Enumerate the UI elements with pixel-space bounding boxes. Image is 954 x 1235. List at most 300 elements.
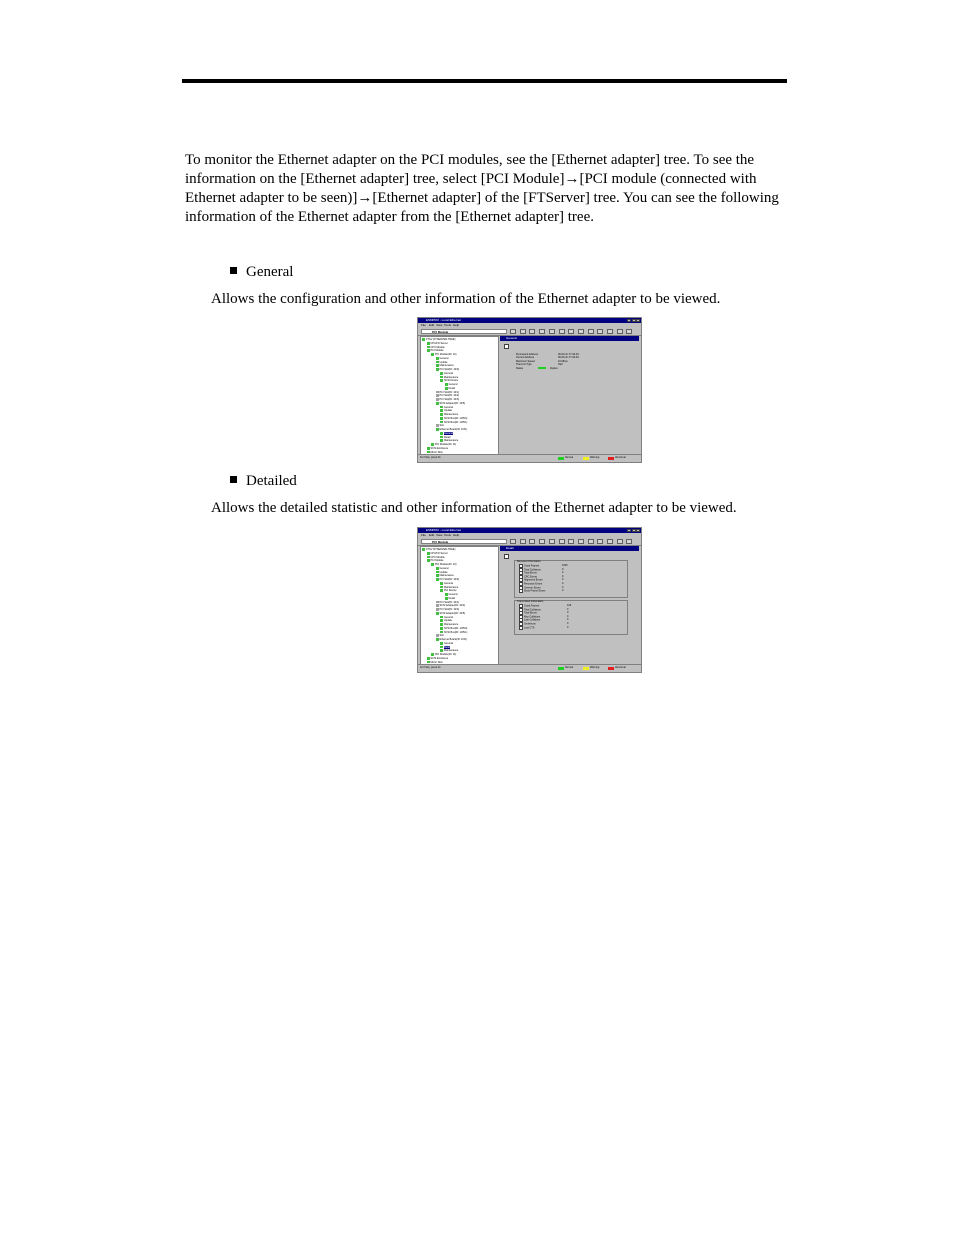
tree-node-label: SCSI Adapter(ID: 10/5) <box>439 611 466 615</box>
menu-item[interactable]: Tools <box>444 323 452 327</box>
tree-node-label: Maintenance <box>444 649 459 653</box>
tree-node[interactable] <box>436 571 448 574</box>
tree-node-label: General <box>444 371 453 375</box>
status-text: For Help, press F1 <box>420 456 441 459</box>
stat-label-text: Alignment Errors <box>524 579 543 583</box>
top-rule <box>182 79 787 83</box>
toolbar-button[interactable] <box>529 329 535 334</box>
pane-title: General <box>506 336 517 340</box>
stat-label-text: Late Collisions <box>524 619 541 623</box>
legend-swatch <box>558 667 564 670</box>
toolbar-button[interactable] <box>626 329 632 334</box>
stat-label-text: Total Collisions <box>524 608 541 612</box>
tree-node-label: Ethernet Board(ID: 10/6) <box>439 638 467 641</box>
field-value: Duplex <box>550 366 558 370</box>
tree-node-icon <box>440 436 443 439</box>
tree-node-label: Maintenance <box>439 364 454 368</box>
stat-label-text: Total Collisions <box>524 568 541 572</box>
tree-node-label: Mirror Disk <box>430 660 443 664</box>
stat-label-text: Short Frame Errors <box>524 589 546 593</box>
stat-label-text: Total Errors <box>524 611 537 615</box>
tree-node-icon <box>440 439 443 442</box>
tree-node-icon <box>445 387 448 390</box>
pane-header <box>500 546 639 551</box>
tree-node-icon <box>436 364 439 367</box>
tree-node[interactable] <box>422 548 455 551</box>
tree-node[interactable] <box>440 417 467 420</box>
tree-node-label: Detail <box>448 596 455 600</box>
intro-paragraph: To monitor the Ethernet adapter on the PCI modules, see the [Ethernet adapter] tree. To see the information on the [Ethernet adapter] tree, select [PCI Module]→[PCI module (connected with Ethernet adapter to be seen)]→[Ethernet adapter] of the [FTServer] tree. You can see the following information of the Ethernet adapter from the [Ethernet adapter] tree. <box>185 152 779 225</box>
tree-node-label: PCI Slot(ID: 10/0) <box>439 368 460 371</box>
field-label: Current Address <box>516 356 535 360</box>
stat-icon <box>519 626 523 630</box>
section-description-general: Allows the configuration and other information of the Ethernet adapter to be viewed. <box>211 291 721 307</box>
tree-node-label: General <box>444 581 453 585</box>
section-title: Detailed <box>246 473 297 489</box>
tree-node[interactable] <box>440 646 450 649</box>
tree-node-icon <box>436 424 439 427</box>
tree-node-icon <box>436 571 439 574</box>
tree-node[interactable] <box>440 642 453 645</box>
tree-node-label: General <box>439 356 449 360</box>
toolbar-button[interactable] <box>588 539 594 544</box>
tree-node-icon <box>440 379 443 382</box>
tree-node[interactable] <box>445 387 455 390</box>
tree-node[interactable] <box>436 402 466 405</box>
tree-node-label: PCI Device <box>444 589 457 593</box>
group-title: Transmitted Information <box>517 600 544 603</box>
tree-node-label: CPU/I/O Server <box>430 341 448 345</box>
tree-node[interactable] <box>436 574 454 577</box>
toolbar-button[interactable] <box>578 539 584 544</box>
window-title: ESMPRO - Local Ethernet <box>426 528 462 532</box>
tree-node-icon <box>427 346 430 349</box>
tree-node-icon <box>440 586 443 589</box>
toolbar-button[interactable] <box>559 539 565 544</box>
tree-node[interactable] <box>436 394 460 397</box>
tree-node[interactable] <box>440 413 458 416</box>
tree-node-icon <box>445 597 448 600</box>
tree-node[interactable] <box>436 578 460 581</box>
tree-node-icon <box>436 634 439 637</box>
legend-swatch <box>583 457 589 460</box>
tree-node[interactable] <box>440 582 453 585</box>
legend-label: Normal <box>565 666 574 669</box>
menu-item[interactable]: File <box>421 533 426 537</box>
toolbar-button[interactable] <box>568 329 574 334</box>
stat-value: 0 <box>562 571 564 575</box>
field-label: Transmit Type <box>516 363 532 367</box>
stat-label <box>519 589 545 593</box>
tree-node-icon <box>427 451 430 454</box>
field-value: 00-00-4c-77-00-03 <box>558 356 579 360</box>
tree-node[interactable] <box>436 391 460 394</box>
tree-view[interactable] <box>420 336 499 455</box>
section-description-detailed: Allows the detailed statistic and other information of the Ethernet adapter to be viewed. <box>211 500 737 516</box>
minimize-button[interactable] <box>627 319 631 322</box>
tree-node[interactable] <box>431 443 456 446</box>
toolbar-button[interactable] <box>510 329 516 334</box>
status-indicator <box>538 367 546 369</box>
tree-node-icon <box>427 657 430 660</box>
tree-node-label: General <box>448 593 458 596</box>
tree-node[interactable] <box>440 372 453 375</box>
tree-node-icon <box>440 649 443 652</box>
toolbar <box>418 538 641 546</box>
tree-node-label: Mirror Disk <box>430 450 443 454</box>
tree-node-label: SCSI Bus(ID: 10/5/1) <box>444 630 468 634</box>
tree-node-icon <box>440 627 443 630</box>
stat-value: 0 <box>562 589 564 593</box>
tree-node[interactable] <box>427 552 448 555</box>
toolbar-button[interactable] <box>588 329 594 334</box>
tree-node-icon <box>440 376 443 379</box>
tree-node-icon <box>440 372 443 375</box>
toolbar-button[interactable] <box>539 329 545 334</box>
status-bar <box>418 664 641 672</box>
stat-label-text: Underruns <box>524 622 536 626</box>
tree-node-label: Maintenance <box>444 375 459 379</box>
toolbar-button[interactable] <box>607 329 613 334</box>
toolbar-button[interactable] <box>568 539 574 544</box>
stat-label-text: Good Frames <box>524 564 540 568</box>
toolbar <box>418 328 641 336</box>
maximize-button[interactable] <box>632 529 636 532</box>
tree-node[interactable] <box>440 409 452 412</box>
stat-value: 0 <box>562 582 564 585</box>
tree-node-label: SCSI Bus(ID: 10/5/0) <box>444 626 468 630</box>
tree-node[interactable] <box>436 612 466 615</box>
tree-node-label: Update <box>439 570 448 574</box>
tree-node-icon <box>436 601 439 604</box>
legend-label: Normal <box>565 456 574 459</box>
tree-node[interactable] <box>436 428 467 431</box>
tree-node-icon <box>440 582 443 585</box>
toolbar-button[interactable] <box>520 329 526 334</box>
toolbar-button[interactable] <box>520 539 526 544</box>
tree-node-icon <box>427 342 430 345</box>
tree-node[interactable] <box>436 567 449 570</box>
field-label: Maximum Speed <box>516 359 535 363</box>
toolbar-button[interactable] <box>607 539 613 544</box>
tree-node-icon <box>436 368 439 371</box>
tree-view[interactable] <box>420 546 499 665</box>
tree-node[interactable] <box>436 357 449 360</box>
stat-label-text: Overrun Errors <box>524 586 541 590</box>
menu-item[interactable]: View <box>436 533 443 537</box>
tree-node[interactable] <box>440 627 467 630</box>
stat-value: 0 <box>567 611 569 615</box>
tree-node-icon <box>436 428 439 431</box>
tree-node-label: General <box>448 383 458 386</box>
stat-value: 0 <box>567 607 569 611</box>
tree-node[interactable] <box>431 563 456 566</box>
toolbar-button[interactable] <box>510 539 516 544</box>
object-combo-box[interactable] <box>421 329 507 334</box>
bullet-square-icon <box>230 476 237 483</box>
tree-node[interactable] <box>422 338 455 341</box>
stat-label-text: Max Collisions <box>524 615 541 619</box>
tree-node-icon <box>422 548 425 551</box>
tree-node-label: FTSV [FTSERVER-TREE] <box>426 338 456 341</box>
tree-node-icon <box>440 421 443 424</box>
tree-node[interactable] <box>427 349 444 352</box>
field-value: Half <box>558 363 563 367</box>
stat-value: 0 <box>567 614 569 618</box>
tree-node-label: Detail <box>444 645 451 649</box>
screenshot-general-window <box>417 317 642 463</box>
tree-node[interactable] <box>436 601 460 604</box>
minimize-button[interactable] <box>627 529 631 532</box>
tree-node-label: Update <box>444 619 453 623</box>
window-title: ESMPRO - Local Ethernet <box>426 318 462 322</box>
tree-node[interactable] <box>427 559 444 562</box>
menu-item[interactable]: File <box>421 323 426 327</box>
legend-label: Warning <box>590 666 600 669</box>
tree-node-label: CPU Module <box>430 555 445 559</box>
menu-item[interactable]: View <box>436 323 443 327</box>
stat-label-text: Resource Errors <box>524 582 543 586</box>
tree-node-label: SCSI Adapter(ID: 10/2) <box>439 604 466 608</box>
tree-node-icon <box>427 556 430 559</box>
tree-node-label: Update <box>444 409 453 413</box>
tree-node-icon <box>440 646 443 649</box>
tree-node-icon <box>436 391 439 394</box>
tree-node-icon <box>440 417 443 420</box>
tree-node-icon <box>436 357 439 360</box>
toolbar-button[interactable] <box>539 539 545 544</box>
tree-node-label: SCSI Device <box>444 379 459 383</box>
tree-node[interactable] <box>436 398 460 401</box>
tree-node-label: General <box>444 615 453 619</box>
tree-node-icon <box>440 589 443 592</box>
tree-node[interactable] <box>445 597 455 600</box>
stat-value: 0 <box>562 578 564 582</box>
stat-label-text: Good Frames <box>524 604 540 608</box>
legend-swatch <box>608 667 614 670</box>
tree-node[interactable] <box>445 593 458 596</box>
tree-node-label: FTSV [FTSERVER-TREE] <box>426 548 456 551</box>
tree-node[interactable] <box>445 383 458 386</box>
tree-node-icon <box>436 361 439 364</box>
tree-node-label: Slot <box>439 424 444 428</box>
tree-node[interactable] <box>427 657 449 660</box>
tree-node-label: PCI Module(ID: 11) <box>435 653 457 656</box>
tree-node-icon <box>440 406 443 409</box>
tree-node-icon <box>431 443 434 446</box>
object-combo-box[interactable] <box>421 539 507 544</box>
tree-node[interactable] <box>436 634 444 637</box>
tree-node[interactable] <box>440 616 453 619</box>
menu-item[interactable]: Help <box>453 323 460 327</box>
tree-node[interactable] <box>436 364 454 367</box>
tree-node[interactable] <box>440 631 467 634</box>
tree-node-label: Slot <box>439 634 444 638</box>
tree-node[interactable] <box>440 623 458 626</box>
bullet-square-icon <box>230 267 237 274</box>
tree-node[interactable] <box>440 406 453 409</box>
tree-node-icon <box>431 563 434 566</box>
tree-node-icon <box>436 394 439 397</box>
field-value: 10 Mbps <box>558 359 568 363</box>
tree-node-label: PCI Slot(ID: 10/1) <box>439 390 460 394</box>
stat-label-text: CRC Errors <box>524 575 537 579</box>
tree-node-label: Maintenance <box>439 574 454 578</box>
stat-value: 0 <box>567 622 569 625</box>
tree-node-label: CPU/I/O Server <box>430 551 448 555</box>
section-heading-detailed <box>230 472 297 490</box>
tree-node-icon <box>427 559 430 562</box>
status-text: For Help, press F1 <box>420 666 441 669</box>
stat-value: 4315 <box>562 564 568 567</box>
tree-node-icon <box>440 616 443 619</box>
tree-node-icon <box>436 402 439 405</box>
tree-node[interactable] <box>436 424 444 427</box>
toolbar-button[interactable] <box>626 539 632 544</box>
status-bar <box>418 454 641 462</box>
tree-node[interactable] <box>436 604 466 607</box>
tree-node-label: Maintenance <box>444 439 459 443</box>
field-value: 00-00-4c-77-00-03 <box>558 353 579 356</box>
stat-label-text: Total Errors <box>524 571 537 575</box>
tree-node-label: PCI Slot(ID: 10/0) <box>439 578 460 581</box>
toolbar-button[interactable] <box>617 329 623 334</box>
tree-node-icon <box>440 413 443 416</box>
tree-node[interactable] <box>440 421 467 424</box>
tree-node-icon <box>436 638 439 641</box>
tree-node-icon <box>427 552 430 555</box>
group-title: Received Information <box>517 560 541 563</box>
tree-node[interactable] <box>440 619 452 622</box>
tree-node-icon <box>436 612 439 615</box>
detail-pane <box>500 546 639 665</box>
tree-node-icon <box>436 574 439 577</box>
section-title: General <box>246 264 294 280</box>
tree-node-label: Maintenance <box>444 623 459 626</box>
tree-node[interactable] <box>427 447 449 450</box>
menu-item[interactable]: Help <box>453 533 460 537</box>
field-label: Status <box>516 366 524 370</box>
tree-node[interactable] <box>436 608 460 611</box>
tree-node-icon <box>436 578 439 581</box>
tree-node-icon <box>440 631 443 634</box>
combo-value: PCI Module <box>432 540 449 544</box>
legend-label: Abnormal <box>615 666 626 669</box>
toolbar-button[interactable] <box>549 329 555 334</box>
tree-node[interactable] <box>436 361 448 364</box>
maximize-button[interactable] <box>632 319 636 322</box>
legend-label: Warning <box>590 456 600 459</box>
tree-node[interactable] <box>440 376 458 379</box>
tree-node-label: Maintenance <box>444 413 459 416</box>
tree-node-icon <box>440 623 443 626</box>
tree-node-label: PCI Module <box>430 349 444 353</box>
toolbar-button[interactable] <box>529 539 535 544</box>
pane-title: Detail <box>506 546 514 550</box>
ethernet-adapter-icon <box>504 554 509 559</box>
menu-item[interactable]: Edit <box>429 533 435 537</box>
tree-node-icon <box>445 383 448 386</box>
tree-node-label: PCI Slot(ID: 10/1) <box>439 600 460 604</box>
tree-node[interactable] <box>427 556 445 559</box>
legend-swatch <box>608 457 614 460</box>
tree-node[interactable] <box>436 368 460 371</box>
tree-node[interactable] <box>440 432 453 435</box>
stat-value: 126 <box>567 604 572 607</box>
tree-node-label: PCI Module(ID: 10) <box>435 563 457 566</box>
stat-label-text: Lost CTS <box>524 626 535 630</box>
tree-node-icon <box>440 409 443 412</box>
tree-node-icon <box>431 353 434 356</box>
tree-node[interactable] <box>436 638 467 641</box>
screenshot-detailed-window <box>417 527 642 673</box>
tree-node-label: Detail <box>444 435 451 439</box>
tree-node[interactable] <box>440 589 457 592</box>
tree-node-icon <box>436 604 439 607</box>
stat-value: 0 <box>567 618 569 622</box>
tree-node-icon <box>431 653 434 656</box>
tree-node[interactable] <box>440 436 450 439</box>
tree-node-icon <box>436 567 439 570</box>
toolbar-button[interactable] <box>559 329 565 334</box>
tree-node-icon <box>440 619 443 622</box>
section-heading-general <box>230 263 293 281</box>
toolbar-button[interactable] <box>597 329 603 334</box>
tree-node[interactable] <box>427 346 445 349</box>
legend-swatch <box>583 667 589 670</box>
stat-icon <box>519 589 523 593</box>
tree-node-label: SCSI Bus(ID: 10/5/0) <box>444 416 468 420</box>
tree-node-icon <box>436 608 439 611</box>
close-button[interactable] <box>636 529 640 532</box>
tree-node-label: PCI Module <box>430 559 444 563</box>
pane-header <box>500 336 639 341</box>
tree-node[interactable] <box>440 439 458 442</box>
tree-node-icon <box>445 593 448 596</box>
stat-value: 0 <box>562 574 564 578</box>
menu-item[interactable]: Edit <box>429 323 435 327</box>
close-button[interactable] <box>636 319 640 322</box>
tree-node[interactable] <box>431 353 456 356</box>
tree-node-label: General <box>439 566 449 570</box>
detail-pane <box>500 336 639 455</box>
tree-node-label: PCI Slot(ID: 10/3) <box>439 398 460 401</box>
tree-node[interactable] <box>427 342 448 345</box>
toolbar-button[interactable] <box>617 539 623 544</box>
tree-node-icon <box>427 349 430 352</box>
tree-node-label: General <box>444 641 453 645</box>
field-label: Permanent Address <box>516 353 538 356</box>
tree-node-label: Ethernet Board(ID: 10/6) <box>439 428 467 431</box>
tree-node[interactable] <box>440 649 458 652</box>
toolbar-button[interactable] <box>578 329 584 334</box>
tree-node-label: PCI Slot(ID: 10/2) <box>439 394 460 398</box>
tree-node-label: CPU Module <box>430 345 445 349</box>
combo-value: PCI Module <box>432 330 449 334</box>
tree-node[interactable] <box>440 586 458 589</box>
tree-node-icon <box>422 338 425 341</box>
menu-item[interactable]: Tools <box>444 533 452 537</box>
toolbar-button[interactable] <box>597 539 603 544</box>
stat-value: 0 <box>562 585 564 589</box>
tree-node-label: PCI Slot(ID: 10/3) <box>439 608 460 611</box>
tree-node-icon <box>440 432 443 435</box>
tree-node[interactable] <box>440 379 458 382</box>
tree-node-label: General <box>444 405 453 409</box>
tree-node-label: Detail <box>448 386 455 390</box>
tree-node[interactable] <box>431 653 456 656</box>
toolbar-button[interactable] <box>549 539 555 544</box>
